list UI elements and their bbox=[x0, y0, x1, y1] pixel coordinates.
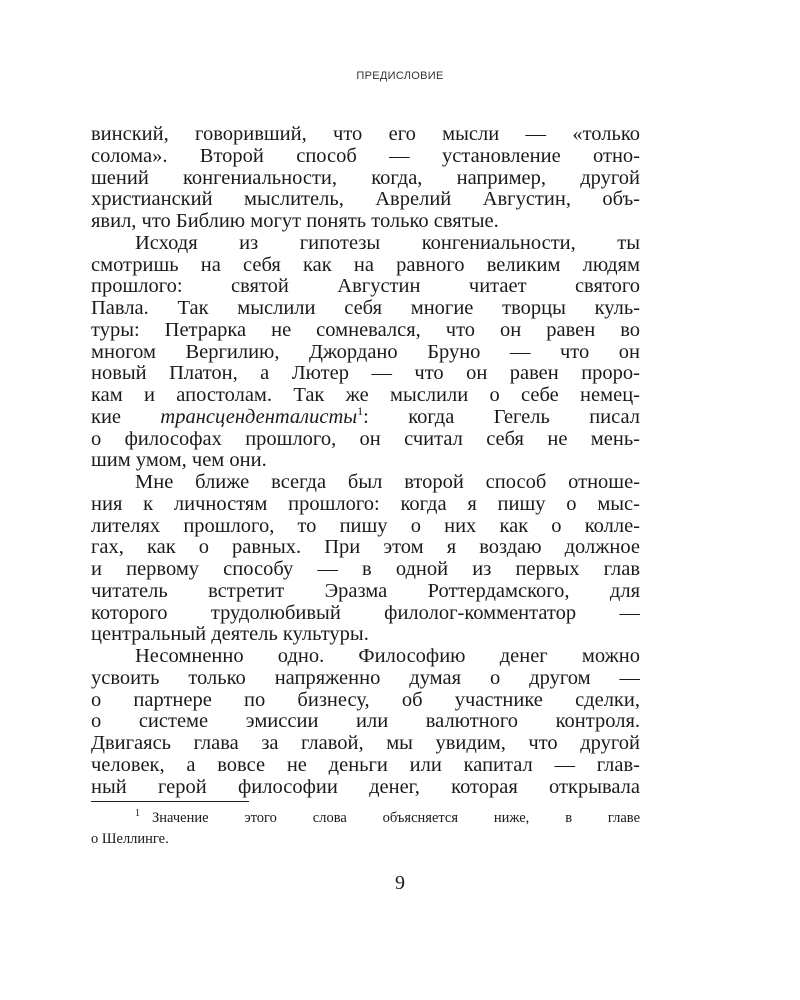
text-line: шим умом, чем они. bbox=[91, 450, 267, 472]
text-line: Мне ближе всегда был второй способ отноше- bbox=[135, 472, 640, 493]
body-text bbox=[91, 124, 640, 798]
text-line: Двигаясь глава за главой, мы увидим, что другой bbox=[91, 733, 640, 754]
text-line: человек, а вовсе не деньги или капитал — глав- bbox=[91, 754, 640, 776]
footnote-line: 1 Значение этого слова объясняется ниже, в главе bbox=[135, 808, 640, 826]
text-line: усвоить только напряженно думая о другом — bbox=[91, 667, 640, 689]
text-line: явил, что Библию могут понять только святые. bbox=[91, 211, 499, 232]
text-line: Павла. Так мыслили себя многие творцы куль- bbox=[91, 298, 640, 319]
text-line: центральный деятель культуры. bbox=[91, 624, 369, 646]
text-line: гах, как о равных. При этом я воздаю должное bbox=[91, 537, 640, 559]
footnote bbox=[91, 808, 640, 850]
text-fragment: кие bbox=[91, 406, 161, 428]
text-line: о системе эмиссии или валютного контроля. bbox=[91, 711, 640, 733]
text-line: которого трудолюбивый филолог-комментатор — bbox=[91, 602, 640, 624]
text-line: христианский мыслитель, Аврелий Августин, объ- bbox=[91, 189, 640, 211]
text-line: шений конгениальности, когда, например, другой bbox=[91, 167, 640, 189]
text-line: ный герой философии денег, которая открывала bbox=[91, 776, 640, 798]
text-line bbox=[91, 407, 640, 429]
italic-term: трансценденталисты bbox=[160, 406, 358, 428]
text-line: лителях прошлого, то пишу о них как о колле- bbox=[91, 515, 640, 537]
footnote-line: о Шеллинге. bbox=[91, 831, 169, 847]
footnote-reference[interactable]: 1 bbox=[357, 406, 364, 418]
text-line: туры: Петрарка не сомневался, что он равен во bbox=[91, 319, 640, 341]
text-line: о философах прошлого, он считал себя не мень- bbox=[91, 428, 640, 450]
text-line: о партнере по бизнесу, об участнике сделки, bbox=[91, 689, 640, 711]
text-line: и первому способу — в одной из первых глав bbox=[91, 559, 640, 580]
text-line: многом Вергилию, Джордано Бруно — что он bbox=[91, 341, 640, 363]
text-line: кам и апостолам. Так же мыслили о себе немец- bbox=[91, 385, 640, 406]
text-line: читатель встретит Эразма Роттердамского, для bbox=[91, 580, 640, 602]
text-line: новый Платон, а Лютер — что он равен проро- bbox=[91, 363, 640, 385]
footnote-text: Значение этого слова объясняется ниже, в главе bbox=[152, 810, 640, 826]
text-fragment: : когда Гегель писал bbox=[363, 406, 640, 428]
running-head: ПРЕДИСЛОВИЕ bbox=[356, 70, 444, 82]
text-line: винский, говоривший, что его мысли — «только bbox=[91, 124, 640, 145]
text-line: ния к личностям прошлого: когда я пишу о мыс- bbox=[91, 493, 640, 515]
page-number: 9 bbox=[395, 872, 405, 894]
text-line: смотришь на себя как на равного великим людям bbox=[91, 254, 640, 276]
footnote-divider bbox=[91, 801, 249, 802]
text-line: Исходя из гипотезы конгениальности, ты bbox=[135, 232, 640, 254]
text-line: прошлого: святой Августин читает святого bbox=[91, 276, 640, 298]
text-line: солома». Второй способ — установление отно- bbox=[91, 145, 640, 167]
text-line: Несомненно одно. Философию денег можно bbox=[135, 646, 640, 667]
